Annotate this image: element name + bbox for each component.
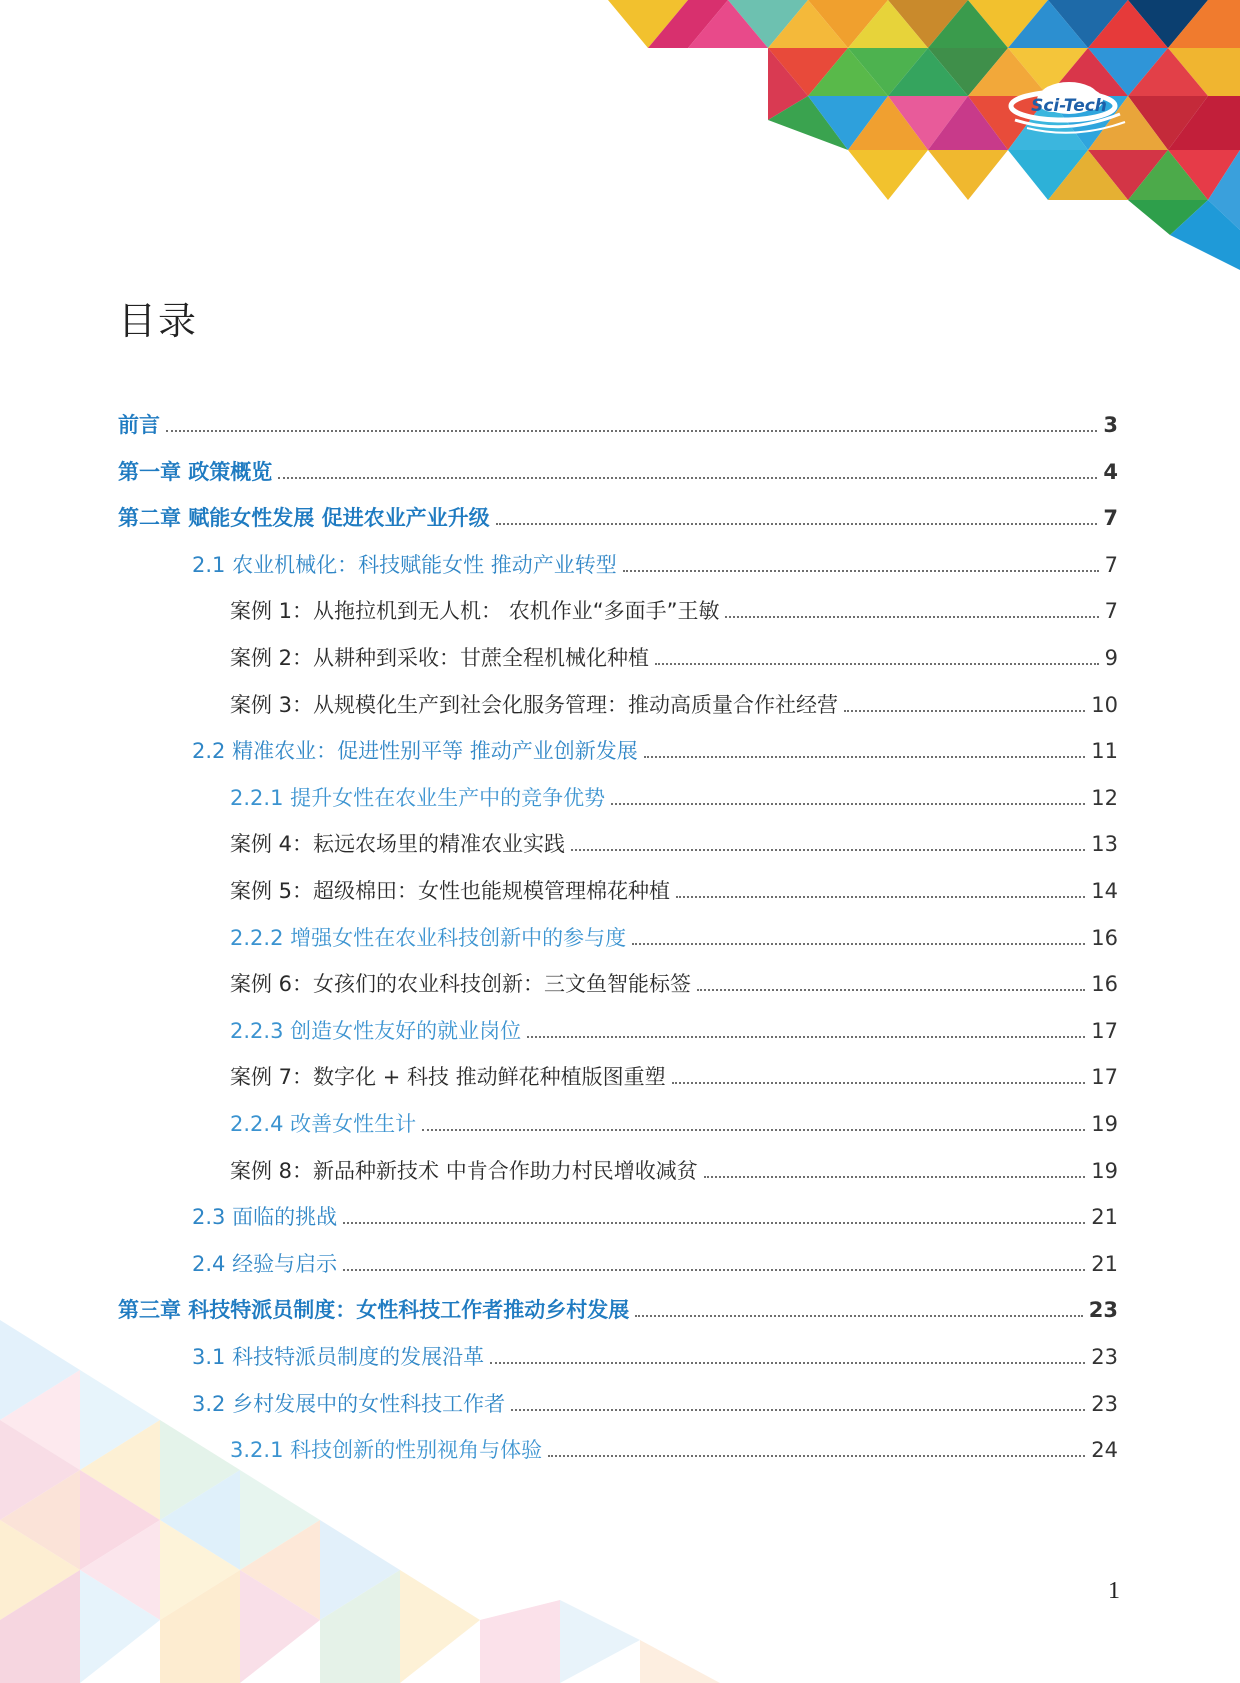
toc-entry[interactable] bbox=[230, 967, 1118, 1001]
toc-entry[interactable] bbox=[192, 1200, 1118, 1234]
toc-entry-page: 17 bbox=[1091, 1018, 1118, 1043]
toc-leader-dots bbox=[672, 1082, 1086, 1084]
toc-leader-dots bbox=[635, 1315, 1082, 1317]
toc-entry-label: 案例 7：数字化 + 科技 推动鲜花种植版图重塑 bbox=[230, 1065, 666, 1090]
sci-tech-logo bbox=[995, 70, 1145, 140]
toc-entry[interactable] bbox=[230, 874, 1118, 908]
toc-entry[interactable] bbox=[118, 455, 1118, 489]
toc-entry-label: 2.4 经验与启示 bbox=[192, 1251, 338, 1276]
toc-entry[interactable] bbox=[230, 921, 1118, 955]
toc-entry-page: 17 bbox=[1091, 1065, 1118, 1090]
toc-leader-dots bbox=[844, 710, 1085, 712]
toc-entry[interactable] bbox=[230, 781, 1118, 815]
toc-entry-page: 11 bbox=[1091, 739, 1118, 764]
toc-leader-dots bbox=[725, 616, 1098, 618]
toc-entry-page: 19 bbox=[1091, 1112, 1118, 1136]
toc-entry-page: 9 bbox=[1104, 646, 1118, 670]
toc-entry[interactable] bbox=[230, 594, 1118, 628]
toc-entry-label: 3.1 科技特派员制度的发展沿革 bbox=[192, 1345, 485, 1369]
toc-entry-page: 10 bbox=[1091, 692, 1118, 717]
toc-entry[interactable] bbox=[230, 1014, 1118, 1048]
toc-entry-page: 4 bbox=[1103, 459, 1118, 484]
toc-leader-dots bbox=[496, 523, 1098, 525]
toc-entry[interactable] bbox=[230, 1107, 1118, 1141]
toc-entry-page: 23 bbox=[1091, 1391, 1118, 1416]
toc-entry-page: 24 bbox=[1091, 1438, 1118, 1463]
toc-entry-label: 第一章 政策概览 bbox=[118, 459, 273, 484]
toc-entry-label: 3.2 乡村发展中的女性科技工作者 bbox=[192, 1391, 506, 1416]
toc-entry-page: 23 bbox=[1091, 1345, 1118, 1369]
toc-leader-dots bbox=[655, 663, 1099, 665]
toc-entry-label: 前言 bbox=[118, 413, 160, 437]
toc-leader-dots bbox=[676, 896, 1085, 898]
page-title: 目录 bbox=[118, 299, 199, 343]
toc-leader-dots bbox=[527, 1036, 1085, 1038]
toc-entry-page: 21 bbox=[1091, 1251, 1118, 1276]
toc-leader-dots bbox=[511, 1409, 1085, 1411]
toc-leader-dots bbox=[697, 989, 1085, 991]
toc-entry-page: 16 bbox=[1091, 972, 1118, 997]
toc-entry[interactable] bbox=[230, 1154, 1118, 1188]
toc-entry-page: 19 bbox=[1091, 1158, 1118, 1183]
toc-entry-label: 案例 4：耘远农场里的精准农业实践 bbox=[230, 832, 566, 857]
toc-entry[interactable] bbox=[192, 548, 1118, 582]
toc-entry[interactable] bbox=[192, 1247, 1118, 1281]
toc-entry-label: 2.2.1 提升女性在农业生产中的竞争优势 bbox=[230, 785, 606, 810]
toc-entry-label: 2.2.3 创造女性友好的就业岗位 bbox=[230, 1018, 522, 1043]
toc-entry-label: 案例 8：新品种新技术 中肯合作助力村民增收减贫 bbox=[230, 1158, 698, 1183]
toc-entry-label: 第三章 科技特派员制度：女性科技工作者推动乡村发展 bbox=[118, 1298, 630, 1323]
toc-entry-label: 2.2 精准农业：促进性别平等 推动产业创新发展 bbox=[192, 739, 638, 764]
toc-entry[interactable] bbox=[230, 827, 1118, 861]
toc-entry-page: 21 bbox=[1091, 1205, 1118, 1230]
toc-entry-page: 13 bbox=[1091, 832, 1118, 857]
toc-leader-dots bbox=[632, 943, 1085, 945]
toc-entry[interactable] bbox=[230, 641, 1118, 675]
toc-leader-dots bbox=[343, 1222, 1085, 1224]
header-triangle-pattern bbox=[0, 0, 1240, 280]
toc-entry-page: 23 bbox=[1088, 1298, 1118, 1323]
toc-leader-dots bbox=[278, 477, 1097, 479]
toc-entry[interactable] bbox=[230, 688, 1118, 722]
toc-entry-page: 7 bbox=[1103, 506, 1118, 531]
toc-leader-dots bbox=[704, 1176, 1086, 1178]
toc-entry-label: 2.3 面临的挑战 bbox=[192, 1205, 338, 1230]
toc-entry[interactable] bbox=[192, 1387, 1118, 1421]
toc-entry-label: 案例 3：从规模化生产到社会化服务管理：推动高质量合作社经营 bbox=[230, 692, 839, 717]
toc-entry-label: 2.1 农业机械化：科技赋能女性 推动产业转型 bbox=[192, 552, 617, 577]
toc-entry-page: 16 bbox=[1091, 925, 1118, 950]
toc-leader-dots bbox=[571, 849, 1085, 851]
toc-entry[interactable] bbox=[230, 1433, 1118, 1467]
toc-leader-dots bbox=[490, 1362, 1085, 1364]
toc-entry-label: 2.2.2 增强女性在农业科技创新中的参与度 bbox=[230, 925, 627, 950]
toc-leader-dots bbox=[548, 1455, 1085, 1457]
toc-entry-page: 7 bbox=[1104, 599, 1118, 624]
toc-entry[interactable] bbox=[230, 1060, 1118, 1094]
toc-leader-dots bbox=[623, 570, 1099, 572]
toc-leader-dots bbox=[644, 756, 1086, 758]
toc-entry-label: 2.2.4 改善女性生计 bbox=[230, 1112, 417, 1136]
toc-entry-label: 案例 5：超级棉田：女性也能规模管理棉花种植 bbox=[230, 879, 671, 903]
toc-leader-dots bbox=[422, 1129, 1085, 1131]
toc-entry[interactable] bbox=[192, 734, 1118, 768]
toc-entry[interactable] bbox=[192, 1340, 1118, 1374]
toc-leader-dots bbox=[343, 1269, 1085, 1271]
toc-entry-page: 7 bbox=[1104, 552, 1118, 577]
toc-entry-label: 案例 6：女孩们的农业科技创新：三文鱼智能标签 bbox=[230, 972, 692, 997]
page-number: 1 bbox=[1108, 1578, 1120, 1604]
toc-entry-label: 3.2.1 科技创新的性别视角与体验 bbox=[230, 1438, 543, 1463]
toc-entry-label: 案例 1：从拖拉机到无人机： 农机作业“多面手”王敏 bbox=[230, 599, 720, 624]
toc-entry-label: 案例 2：从耕种到采收：甘蔗全程机械化种植 bbox=[230, 646, 650, 670]
toc-leader-dots bbox=[166, 430, 1097, 432]
toc-leader-dots bbox=[611, 803, 1085, 805]
toc-entry-page: 12 bbox=[1091, 785, 1118, 810]
toc-entry[interactable] bbox=[118, 408, 1118, 442]
toc-entry-page: 14 bbox=[1091, 879, 1118, 903]
svg-text:Sci-Tech: Sci-Tech bbox=[1031, 96, 1107, 116]
toc-entry-label: 第二章 赋能女性发展 促进农业产业升级 bbox=[118, 506, 490, 531]
toc-entry[interactable] bbox=[118, 1293, 1118, 1327]
toc-entry-page: 3 bbox=[1103, 413, 1118, 437]
toc-entry[interactable] bbox=[118, 501, 1118, 535]
